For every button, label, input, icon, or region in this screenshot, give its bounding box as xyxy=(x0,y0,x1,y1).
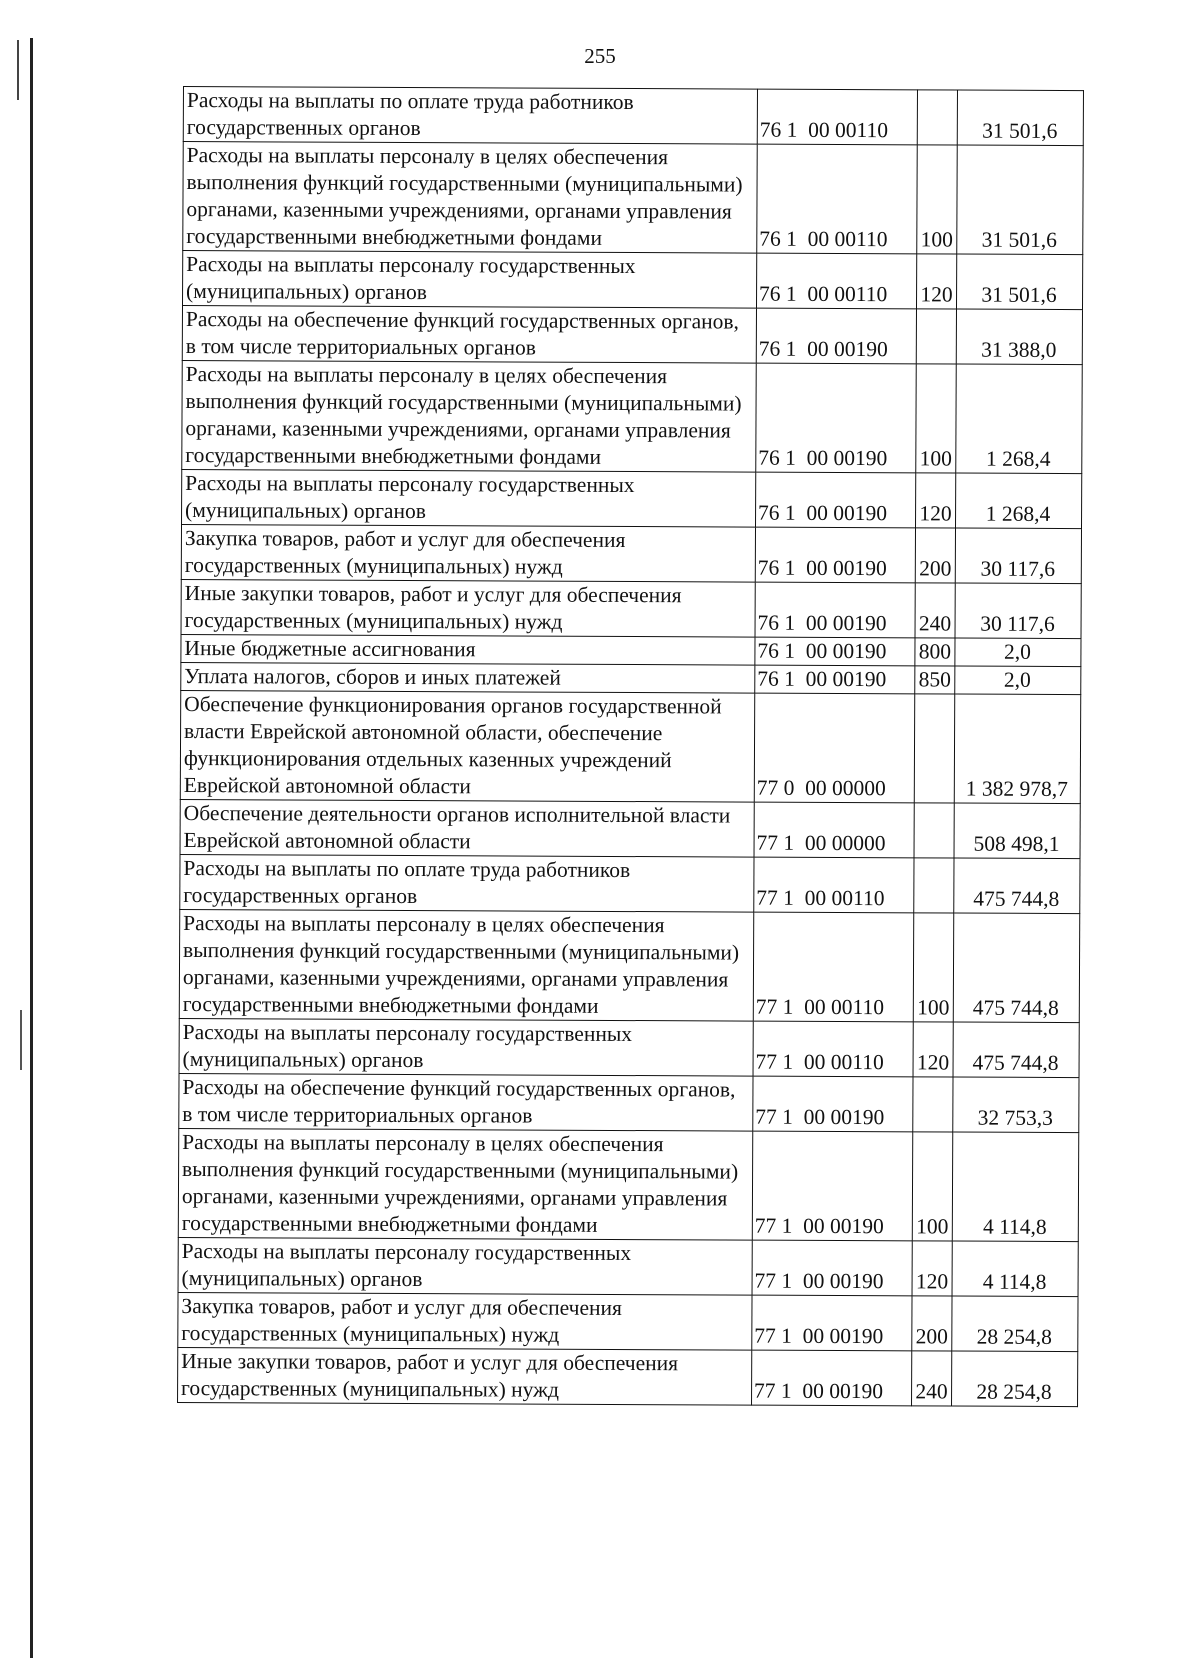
expense-type-code-cell: 240 xyxy=(915,583,955,638)
expense-type-code-cell: 120 xyxy=(912,1241,952,1296)
expense-name-cell: Расходы на выплаты персоналу государственных (муниципальных) органов xyxy=(182,469,756,527)
amount-cell: 30 117,6 xyxy=(955,583,1081,639)
table-row xyxy=(183,87,1083,146)
target-article-code-cell: 76 1 00 00190 xyxy=(755,527,915,583)
expense-type-code-cell xyxy=(914,694,954,803)
amount-cell: 475 744,8 xyxy=(953,913,1079,1023)
expense-name-cell: Закупка товаров, работ и услуг для обеспечения государственных (муниципальных) нужд xyxy=(181,524,755,582)
amount-cell: 31 501,6 xyxy=(957,90,1083,146)
expense-type-code-cell: 100 xyxy=(912,1132,952,1241)
amount-cell: 508 498,1 xyxy=(954,803,1080,859)
target-article-code-cell: 76 1 00 00190 xyxy=(756,308,916,364)
table-row xyxy=(180,690,1080,803)
target-article-code-cell: 77 1 00 00110 xyxy=(753,1021,913,1077)
amount-cell: 2,0 xyxy=(955,666,1081,695)
expense-type-code-cell: 120 xyxy=(916,254,956,309)
table-row xyxy=(180,799,1080,858)
expense-type-code-cell: 100 xyxy=(917,145,957,254)
target-article-code-cell: 77 1 00 00190 xyxy=(753,1076,913,1132)
expense-name-cell: Обеспечение деятельности органов исполнительной власти Еврейской автономной области xyxy=(180,799,754,857)
table-row xyxy=(179,1018,1079,1077)
target-article-code-cell: 77 1 00 00110 xyxy=(753,912,913,1022)
table-row xyxy=(182,306,1082,365)
target-article-code-cell: 77 1 00 00190 xyxy=(752,1240,912,1296)
table-row xyxy=(178,1347,1078,1406)
amount-cell: 1 268,4 xyxy=(956,364,1082,474)
target-article-code-cell: 77 1 00 00190 xyxy=(752,1350,912,1406)
target-article-code-cell: 77 1 00 00190 xyxy=(752,1131,912,1241)
expense-name-cell: Расходы на обеспечение функций государственных органов, в том числе территориальных органов xyxy=(182,306,756,364)
expense-type-code-cell xyxy=(914,803,954,858)
expense-type-code-cell xyxy=(914,858,954,913)
table-row xyxy=(178,1128,1078,1241)
table-row xyxy=(181,524,1081,583)
expense-type-code-cell: 240 xyxy=(912,1351,952,1406)
table-row xyxy=(179,1073,1079,1132)
table-row xyxy=(178,1237,1078,1296)
budget-table-body xyxy=(178,87,1084,1407)
expense-name-cell: Расходы на выплаты персоналу в целях обеспечения выполнения функций государственными (муниципальными) органами, казенными учреждениями, органами управления государственными внебюджетными фондами xyxy=(179,909,753,1021)
amount-cell: 31 501,6 xyxy=(957,145,1083,255)
amount-cell: 1 268,4 xyxy=(956,473,1082,529)
table-row xyxy=(178,1292,1078,1351)
expense-name-cell: Расходы на выплаты по оплате труда работников государственных органов xyxy=(180,854,754,912)
amount-cell: 32 753,3 xyxy=(953,1077,1079,1133)
expense-name-cell: Иные бюджетные ассигнования xyxy=(181,634,755,665)
target-article-code-cell: 76 1 00 00190 xyxy=(755,665,915,694)
table-row xyxy=(181,634,1081,666)
expense-name-cell: Расходы на обеспечение функций государственных органов, в том числе территориальных органов xyxy=(179,1073,753,1131)
table-row xyxy=(181,662,1081,694)
target-article-code-cell: 77 1 00 00190 xyxy=(752,1295,912,1351)
expense-name-cell: Иные закупки товаров, работ и услуг для обеспечения государственных (муниципальных) нужд xyxy=(178,1347,752,1405)
expense-type-code-cell: 120 xyxy=(916,473,956,528)
expense-type-code-cell: 200 xyxy=(912,1296,952,1351)
target-article-code-cell: 76 1 00 00190 xyxy=(756,363,916,473)
target-article-code-cell: 76 1 00 00190 xyxy=(756,472,916,528)
table-row xyxy=(183,251,1083,310)
amount-cell: 4 114,8 xyxy=(952,1241,1078,1297)
table-row xyxy=(179,909,1079,1022)
amount-cell: 31 388,0 xyxy=(956,309,1082,365)
expense-name-cell: Закупка товаров, работ и услуг для обеспечения государственных (муниципальных) нужд xyxy=(178,1292,752,1350)
amount-cell: 4 114,8 xyxy=(952,1132,1078,1242)
amount-cell: 30 117,6 xyxy=(955,528,1081,584)
amount-cell: 31 501,6 xyxy=(956,254,1082,310)
target-article-code-cell: 77 0 00 00000 xyxy=(754,693,914,803)
page-number: 255 xyxy=(584,44,616,68)
scan-edge-mark xyxy=(20,1010,22,1070)
table-row xyxy=(180,854,1080,913)
scan-binding-edge xyxy=(30,38,33,1658)
amount-cell: 1 382 978,7 xyxy=(954,694,1080,804)
table-row xyxy=(182,469,1082,528)
target-article-code-cell: 77 1 00 00000 xyxy=(754,802,914,858)
target-article-code-cell: 76 1 00 00110 xyxy=(757,144,917,254)
amount-cell: 28 254,8 xyxy=(952,1296,1078,1352)
expense-name-cell: Иные закупки товаров, работ и услуг для обеспечения государственных (муниципальных) нужд xyxy=(181,579,755,637)
expense-name-cell: Расходы на выплаты персоналу государственных (муниципальных) органов xyxy=(183,251,757,309)
budget-table xyxy=(177,86,1084,1407)
expense-name-cell: Уплата налогов, сборов и иных платежей xyxy=(181,662,755,693)
target-article-code-cell: 76 1 00 00190 xyxy=(755,637,915,666)
expense-type-code-cell: 100 xyxy=(913,913,953,1022)
expense-name-cell: Расходы на выплаты по оплате труда работников государственных органов xyxy=(183,87,757,145)
target-article-code-cell: 76 1 00 00110 xyxy=(756,253,916,309)
expense-type-code-cell: 120 xyxy=(913,1022,953,1077)
target-article-code-cell: 76 1 00 00190 xyxy=(755,582,915,638)
expense-type-code-cell xyxy=(916,309,956,364)
target-article-code-cell: 77 1 00 00110 xyxy=(754,857,914,913)
amount-cell: 475 744,8 xyxy=(954,858,1080,914)
table-row xyxy=(182,360,1082,473)
expense-type-code-cell xyxy=(917,90,957,145)
expense-type-code-cell xyxy=(913,1077,953,1132)
expense-type-code-cell: 200 xyxy=(915,528,955,583)
expense-name-cell: Расходы на выплаты персоналу в целях обеспечения выполнения функций государственными (муниципальными) органами, казенными учреждениями, органами управления государственными внебюджетными фондами xyxy=(182,360,756,472)
expense-type-code-cell: 850 xyxy=(915,666,955,694)
table-row xyxy=(183,142,1083,255)
amount-cell: 28 254,8 xyxy=(952,1351,1078,1407)
target-article-code-cell: 76 1 00 00110 xyxy=(757,89,917,145)
expense-name-cell: Обеспечение функционирования органов государственной власти Еврейской автономной области, обеспечение функционирования отдельных казенных учреждений Еврейской автономной области xyxy=(180,690,754,802)
amount-cell: 2,0 xyxy=(955,638,1081,667)
expense-type-code-cell: 100 xyxy=(916,364,956,473)
expense-name-cell: Расходы на выплаты персоналу государственных (муниципальных) органов xyxy=(179,1018,753,1076)
expense-name-cell: Расходы на выплаты персоналу в целях обеспечения выполнения функций государственными (муниципальными) органами, казенными учреждениями, органами управления государственными внебюджетными фондами xyxy=(178,1128,752,1240)
expense-name-cell: Расходы на выплаты персоналу государственных (муниципальных) органов xyxy=(178,1237,752,1295)
expense-name-cell: Расходы на выплаты персоналу в целях обеспечения выполнения функций государственными (муниципальными) органами, казенными учреждениями, органами управления государственными внебюджетными фондами xyxy=(183,142,757,254)
table-row xyxy=(181,579,1081,638)
expense-type-code-cell: 800 xyxy=(915,638,955,666)
amount-cell: 475 744,8 xyxy=(953,1022,1079,1078)
